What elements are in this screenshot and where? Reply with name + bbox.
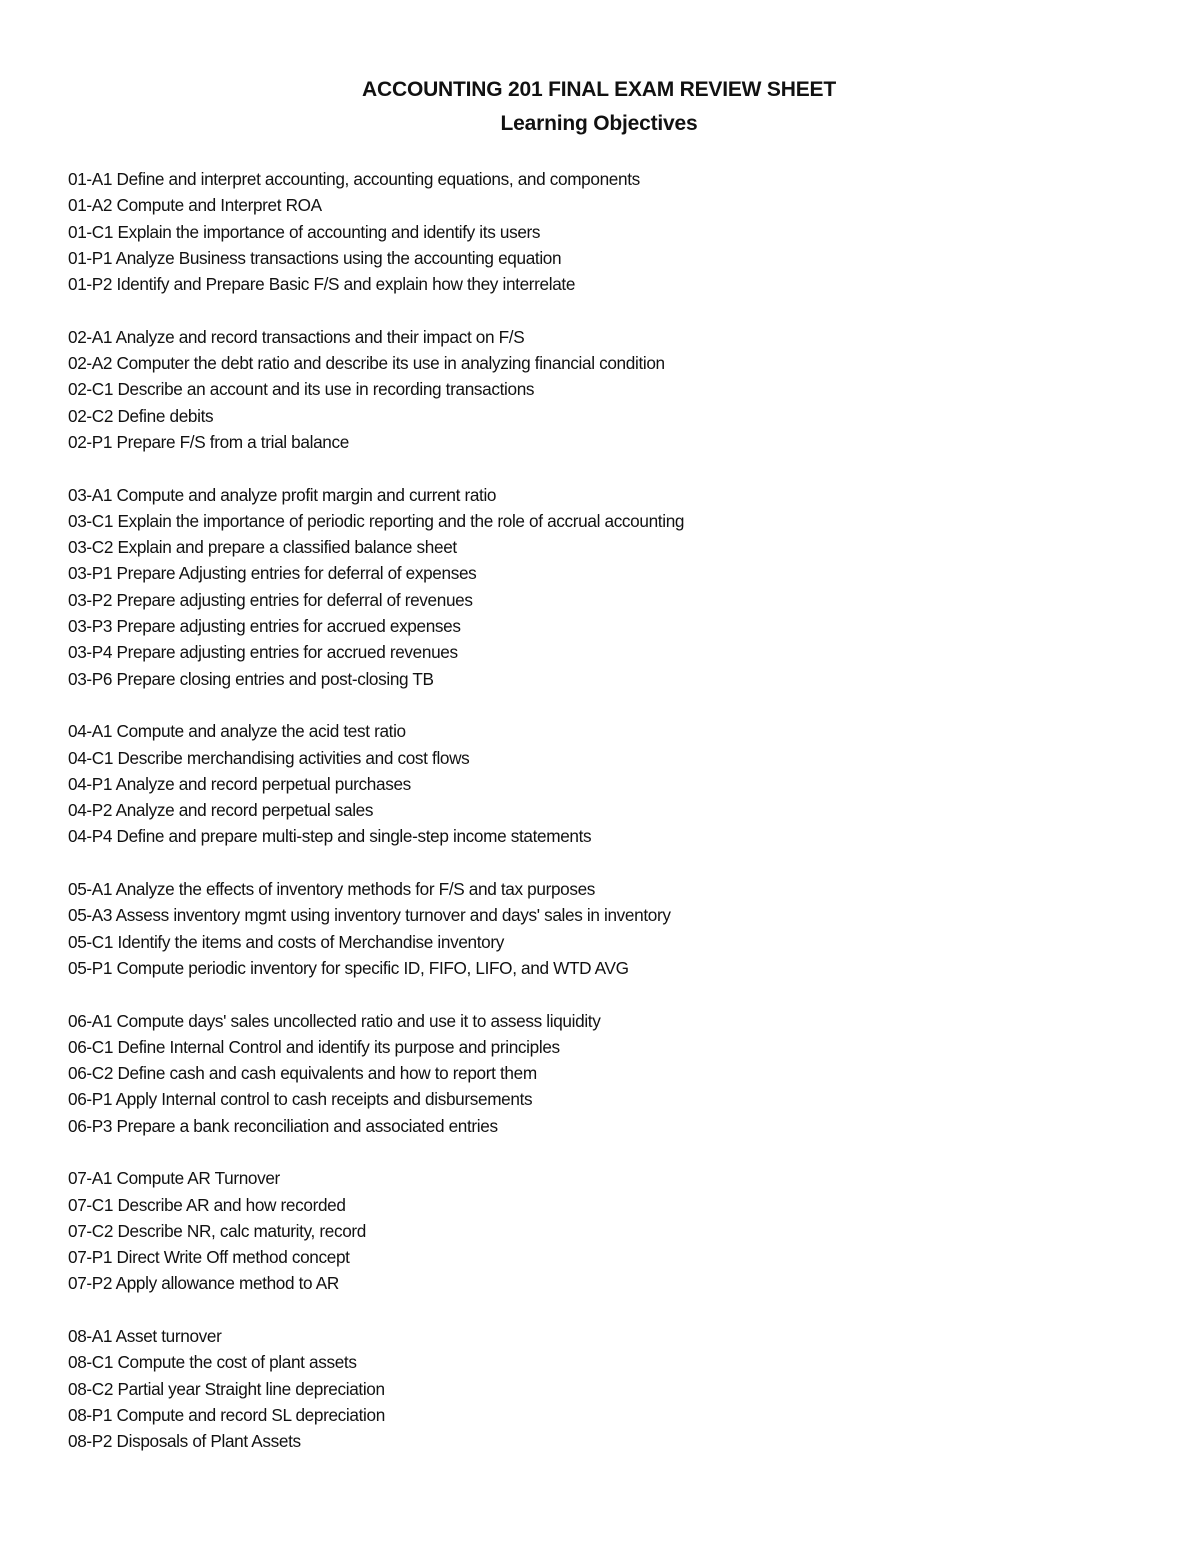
section-chapter-05 [68,876,1148,981]
objective-item: 04-P1 Analyze and record perpetual purchases [68,773,411,794]
learning-objectives-list [68,166,1148,1481]
objective-item: 07-C2 Describe NR, calc maturity, record [68,1220,367,1241]
objective-item: 02-C2 Define debits [68,405,214,426]
objective-item: 03-P1 Prepare Adjusting entries for deferral of expenses [68,563,477,584]
objective-item: 02-A2 Computer the debt ratio and describe its use in analyzing financial condition [68,353,665,374]
objective-item: 03-A1 Compute and analyze profit margin and current ratio [68,484,497,505]
objective-item: 04-C1 Describe merchandising activities and cost flows [68,747,470,768]
objective-item: 06-C2 Define cash and cash equivalents and how to report them [68,1063,537,1084]
objective-item: 06-A1 Compute days' sales uncollected ratio and use it to assess liquidity [68,1010,601,1031]
section-chapter-04 [68,718,1148,849]
objective-item: 07-P1 Direct Write Off method concept [68,1247,350,1268]
section-chapter-01 [68,166,1148,297]
objective-item: 01-P2 Identify and Prepare Basic F/S and explain how they interrelate [68,274,576,295]
objective-item: 05-A1 Analyze the effects of inventory methods for F/S and tax purposes [68,879,596,900]
objective-item: 05-A3 Assess inventory mgmt using inventory turnover and days' sales in inventory [68,905,671,926]
objective-item: 04-P2 Analyze and record perpetual sales [68,800,374,821]
objective-item: 07-P2 Apply allowance method to AR [68,1273,339,1294]
document-header [0,76,1200,138]
objective-item: 07-A1 Compute AR Turnover [68,1168,280,1189]
section-chapter-08 [68,1323,1148,1454]
objective-item: 03-P3 Prepare adjusting entries for accrued expenses [68,616,461,637]
objective-item: 03-P2 Prepare adjusting entries for deferral of revenues [68,589,473,610]
objective-item: 08-C1 Compute the cost of plant assets [68,1352,357,1373]
objective-item: 02-A1 Analyze and record transactions and their impact on F/S [68,326,525,347]
objective-item: 08-P1 Compute and record SL depreciation [68,1404,385,1425]
objective-item: 04-P4 Define and prepare multi-step and single-step income statements [68,826,592,847]
objective-item: 03-C1 Explain the importance of periodic reporting and the role of accrual accounting [68,510,685,531]
objective-item: 08-C2 Partial year Straight line depreciation [68,1378,385,1399]
objective-item: 06-P3 Prepare a bank reconciliation and associated entries [68,1115,498,1136]
objective-item: 08-P2 Disposals of Plant Assets [68,1431,301,1452]
objective-item: 06-C1 Define Internal Control and identify its purpose and principles [68,1036,560,1057]
objective-item: 02-P1 Prepare F/S from a trial balance [68,431,349,452]
objective-item: 05-P1 Compute periodic inventory for specific ID, FIFO, LIFO, and WTD AVG [68,957,629,978]
objective-item: 07-C1 Describe AR and how recorded [68,1194,346,1215]
objective-item: 08-A1 Asset turnover [68,1326,222,1347]
objective-item: 01-P1 Analyze Business transactions using the accounting equation [68,247,562,268]
objective-item: 05-C1 Identify the items and costs of Merchandise inventory [68,931,505,952]
objective-item: 01-C1 Explain the importance of accounting and identify its users [68,221,541,242]
objective-item: 06-P1 Apply Internal control to cash receipts and disbursements [68,1089,533,1110]
section-chapter-07 [68,1165,1148,1296]
section-chapter-06 [68,1008,1148,1139]
page-title: ACCOUNTING 201 FINAL EXAM REVIEW SHEET [362,78,836,101]
objective-item: 03-C2 Explain and prepare a classified balance sheet [68,537,457,558]
section-chapter-03 [68,482,1148,692]
objective-item: 03-P6 Prepare closing entries and post-closing TB [68,668,434,689]
objective-item: 04-A1 Compute and analyze the acid test ratio [68,721,406,742]
objective-item: 03-P4 Prepare adjusting entries for accrued revenues [68,642,458,663]
page-subtitle: Learning Objectives [500,112,698,135]
objective-item: 01-A1 Define and interpret accounting, accounting equations, and components [68,169,640,189]
objective-item: 02-C1 Describe an account and its use in recording transactions [68,379,535,400]
objective-item: 01-A2 Compute and Interpret ROA [68,195,322,216]
section-chapter-02 [68,324,1148,455]
